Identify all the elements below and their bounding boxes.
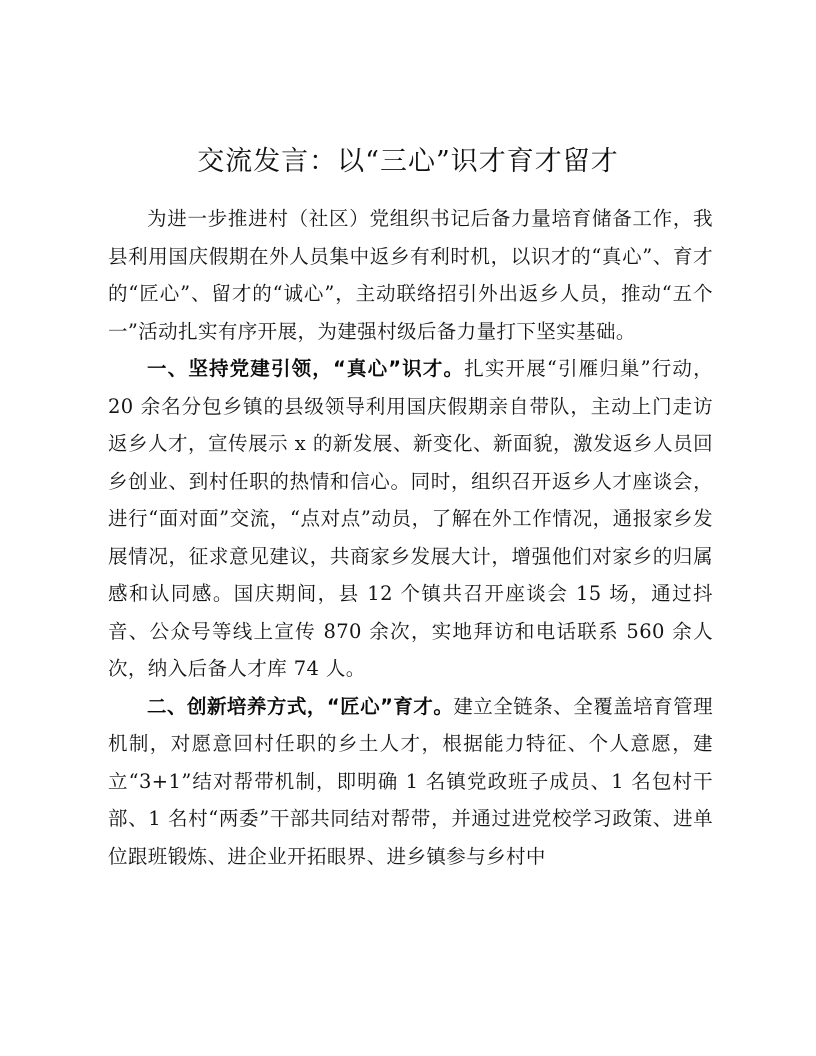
paragraph-intro (108, 200, 713, 350)
paragraph-section-2 (108, 688, 713, 876)
section-heading-1: 一、坚持党建引领，“真心”识才。 (147, 357, 465, 380)
paragraph-text: 建立全链条、全覆盖培育管理机制，对愿意回村任职的乡土人才，根据能力特征、个人意愿，建立“3+1”结对帮带机制，即明确 1 名镇党政班子成员、1 名包村干部、1 名村“两委”干部共同结对帮带，并通过进党校学习政策、进单位跟班锻炼、进企业开拓眼界、进乡镇参与乡村中 (108, 694, 713, 868)
paragraph-text: 扎实开展“引雁归巢”行动，20 余名分包乡镇的县级领导利用国庆假期亲自带队，主动上门走访返乡人才，宣传展示 x 的新发展、新变化、新面貌，激发返乡人员回乡创业、到村任职的热情和信心。同时，组织召开返乡人才座谈会，进行“面对面”交流，“点对点”动员，了解在外工作情况，通报家乡发展情况，征求意见建议，共商家乡发展大计，增强他们对家乡的归属感和认同感。国庆期间，县 12 个镇共召开座谈会 15 场，通过抖音、公众号等线上宣传 870 余次，实地拜访和电话联系 560 余人次，纳入后备人才库 74 人。 (108, 357, 713, 680)
section-heading-2: 二、创新培养方式，“匠心”育才。 (147, 694, 454, 718)
paragraph-section-1 (108, 350, 713, 688)
paragraph-text: 为进一步推进村（社区）党组织书记后备力量培育储备工作，我县利用国庆假期在外人员集中返乡有利时机，以识才的“真心”、育才的“匠心”、留才的“诚心”，主动联络招引外出返乡人员，推动“五个一”活动扎实有序开展，为建强村级后备力量打下坚实基础。 (108, 207, 713, 343)
document-body (108, 200, 713, 875)
document-title: 交流发言：以“三心”识才育才留才 (197, 146, 619, 177)
